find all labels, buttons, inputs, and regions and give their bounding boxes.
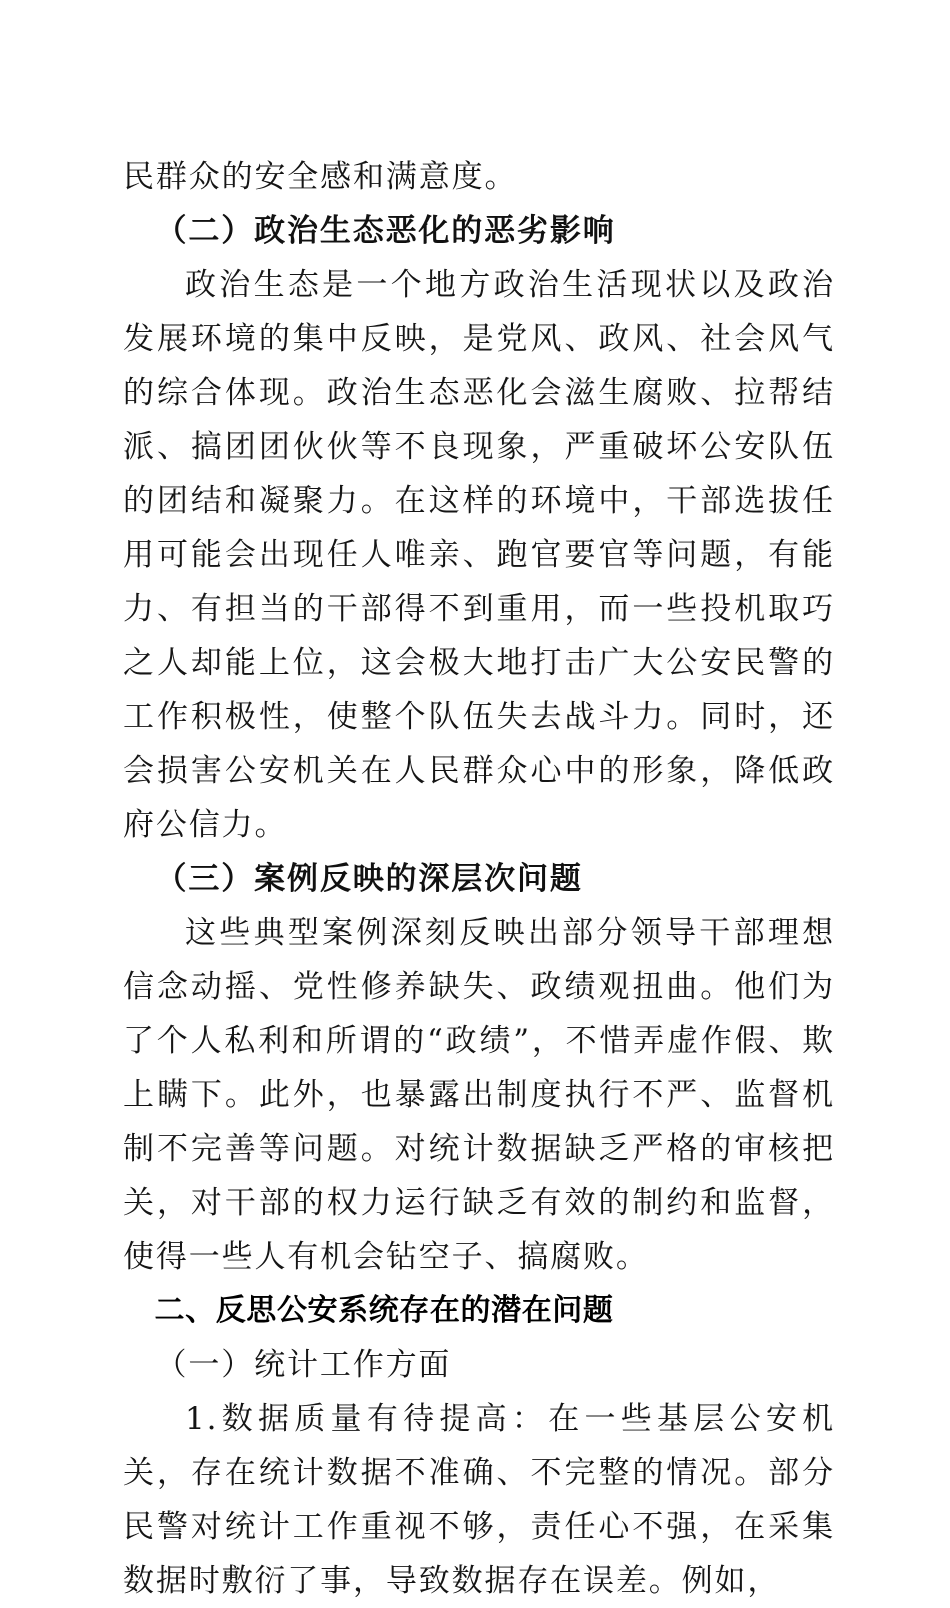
heading-section-two: 二、反思公安系统存在的潜在问题 (154, 1293, 614, 1328)
heading-statistics-work: （一）统计工作方面 (155, 1347, 452, 1383)
paragraph-deep-problems: 这些典型案例深刻反映出部分领导干部理想信念动摇、党性修养缺失、政绩观扭曲。他们为了个人私利和所谓的“政绩”，不惜弄虚作假、欺上瞒下。此外，也暴露出制度执行不严、监督机制不完善等问题。对统计数据缺乏严格的审核把关，对干部的权力运行缺乏有效的制约和监督，使得一些人有机会钻空子、搞腐败。 (123, 915, 835, 1275)
numbered-item-data-quality: 1.数据质量有待提高：在一些基层公安机关，存在统计数据不准确、不完整的情况。部分民警对统计工作重视不够，责任心不强，在采集数据时敷衍了事，导致数据存在误差。例如， (123, 1401, 835, 1599)
heading-deep-problems: （三）案例反映的深层次问题 (155, 861, 583, 897)
heading-political-ecology: （二）政治生态恶化的恶劣影响 (155, 213, 616, 249)
document-body (123, 150, 835, 1608)
paragraph-continuation-line: 民群众的安全感和满意度。 (123, 159, 518, 195)
paragraph-political-ecology: 政治生态是一个地方政治生活现状以及政治发展环境的集中反映，是党风、政风、社会风气的综合体现。政治生态恶化会滋生腐败、拉帮结派、搞团团伙伙等不良现象，严重破坏公安队伍的团结和凝聚力。在这样的环境中，干部选拔任用可能会出现任人唯亲、跑官要官等问题，有能力、有担当的干部得不到重用，而一些投机取巧之人却能上位，这会极大地打击广大公安民警的工作积极性，使整个队伍失去战斗力。同时，还会损害公安机关在人民群众心中的形象，降低政府公信力。 (123, 267, 835, 843)
